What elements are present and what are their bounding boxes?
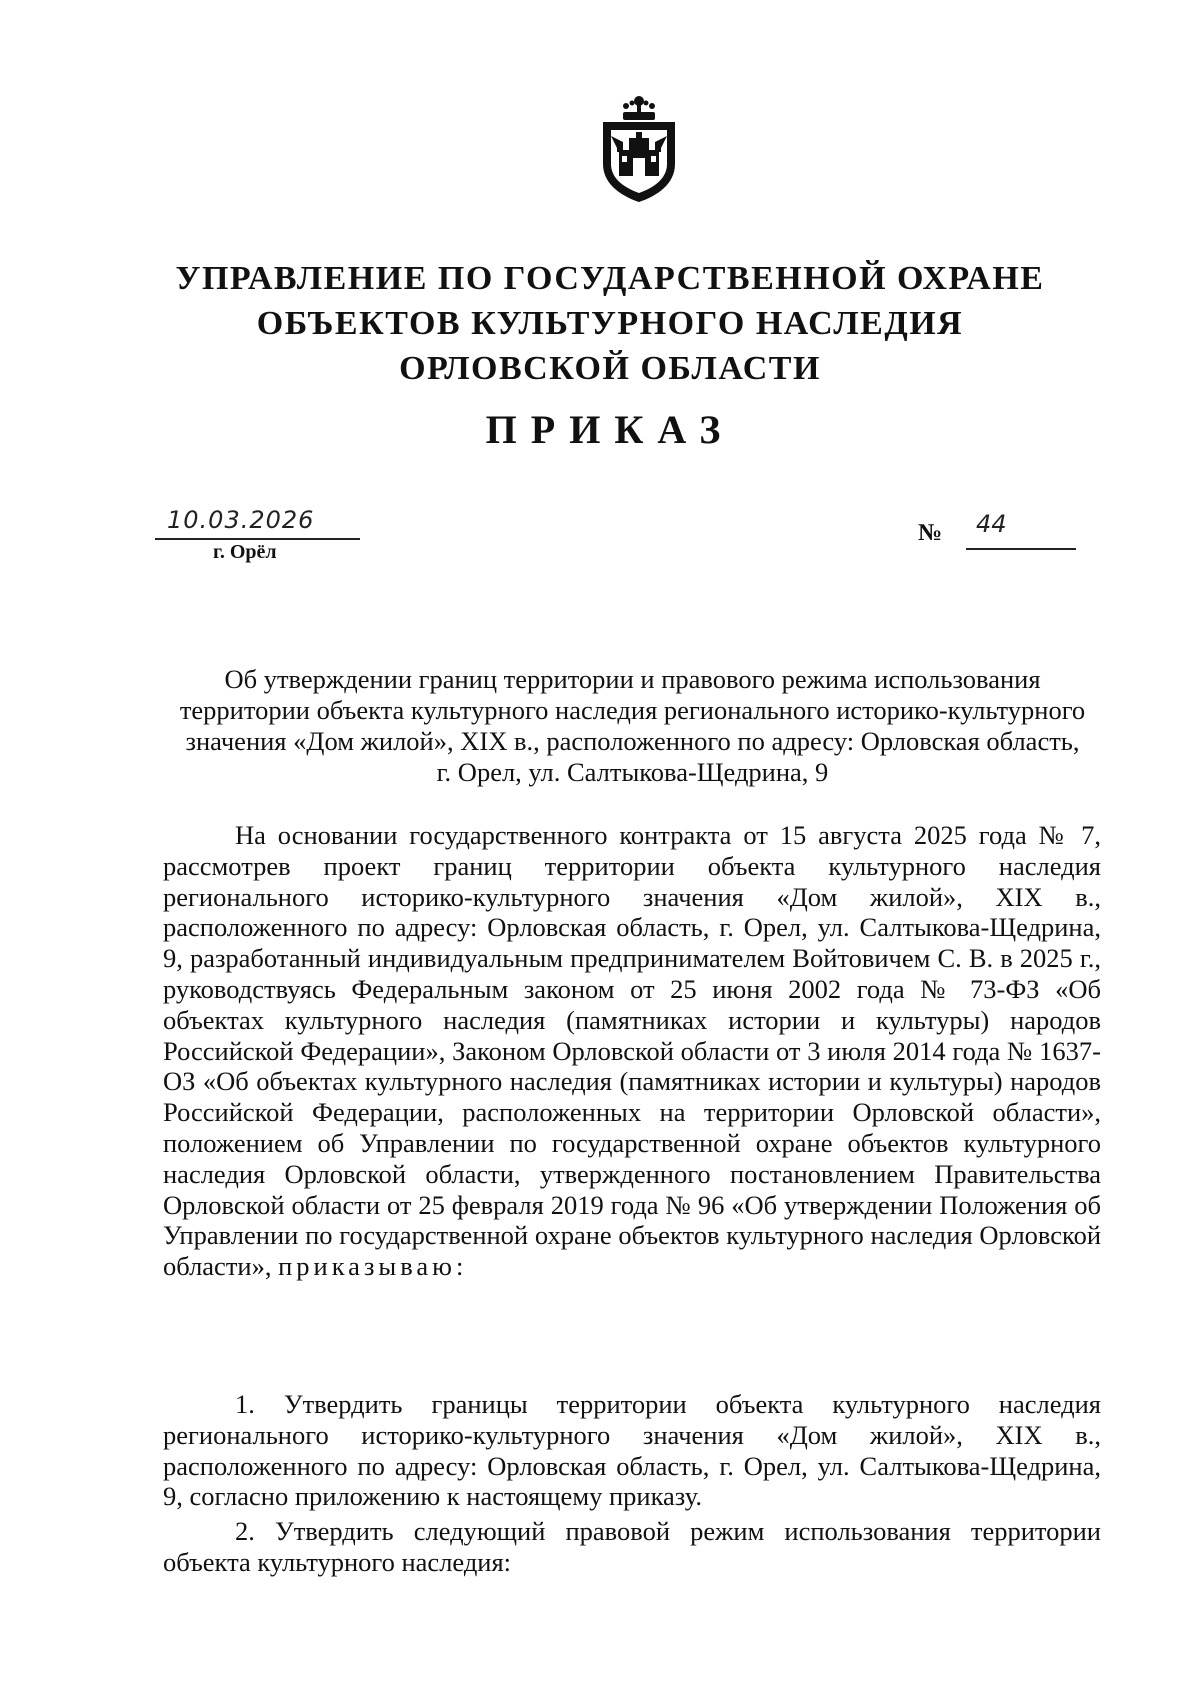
subject-line-3: значения «Дом жилой», XIX в., расположенного по адресу: Орловская область, (185, 726, 1080, 756)
authority-line-2: ОБЪЕКТОВ КУЛЬТУРНОГО НАСЛЕДИЯ (256, 305, 964, 342)
order-item-2: 2. Утвердить следующий правовой режим использования территории объекта культурного наследия: (163, 1516, 1101, 1577)
order-number-field (918, 510, 1078, 560)
order-word: приказываю: (278, 1251, 468, 1282)
handwritten-order-number: 44 (976, 510, 1007, 538)
issuing-authority (140, 256, 1080, 391)
city-label: г. Орёл (213, 541, 277, 563)
handwritten-date: 10.03.2026 (167, 506, 315, 534)
subject-line-1: Об утверждении границ территории и правового режима использования (224, 664, 1041, 694)
preamble-paragraph (163, 820, 1101, 1282)
coat-of-arms-icon (593, 92, 685, 204)
date-underline (155, 538, 360, 540)
order-item-1: 1. Утвердить границы территории объекта культурного наследия регионального историко-культурного значения «Дом жилой», XIX в., расположенного по адресу: Орловская область, г. Орел, ул. Салтыкова-Щедрина, 9, согласно приложению к настоящему приказу. (163, 1389, 1101, 1512)
subject-line-4: г. Орел, ул. Салтыкова-Щедрина, 9 (436, 757, 829, 787)
order-subject (165, 664, 1100, 788)
authority-line-1: УПРАВЛЕНИЕ ПО ГОСУДАРСТВЕННОЙ ОХРАНЕ (175, 260, 1045, 297)
subject-line-2: территории объекта культурного наследия регионального историко-культурного (179, 695, 1086, 725)
document-type-title: ПРИКАЗ (485, 407, 735, 452)
preamble-text: На основании государственного контракта от 15 августа 2025 года № 7, рассмотрев проект границ территории объекта культурного наследия регионального историко-культурного значения «Дом жилой», XIX в., расположенного по адресу: Орловская область, г. Орел, ул. Салтыкова-Щедрина, 9, разработанный индивидуальным предпринимателем Войтовичем С. В. в 2025 г., руководствуясь Федеральным законом от 25 июня 2002 года № 73-ФЗ «Об объектах культурного наследия (памятниках истории и культуры) народов Российской Федерации», Законом Орловской области от 3 июля 2014 года № 1637-ОЗ «Об объектах культурного наследия (памятниках истории и культуры) народов Российской Федерации, расположенных на территории Орловской области», положением об Управлении по государственной охране объектов культурного наследия Орловской области, утвержденного постановлением Правительства Орловской области от 25 февраля 2019 года № 96 «Об утверждении Положения об Управлении по государственной охране объектов культурного наследия Орловской области», (163, 820, 1101, 1282)
authority-line-3: ОРЛОВСКОЙ ОБЛАСТИ (399, 350, 821, 387)
number-underline (966, 548, 1076, 550)
number-sign: № (918, 520, 943, 546)
